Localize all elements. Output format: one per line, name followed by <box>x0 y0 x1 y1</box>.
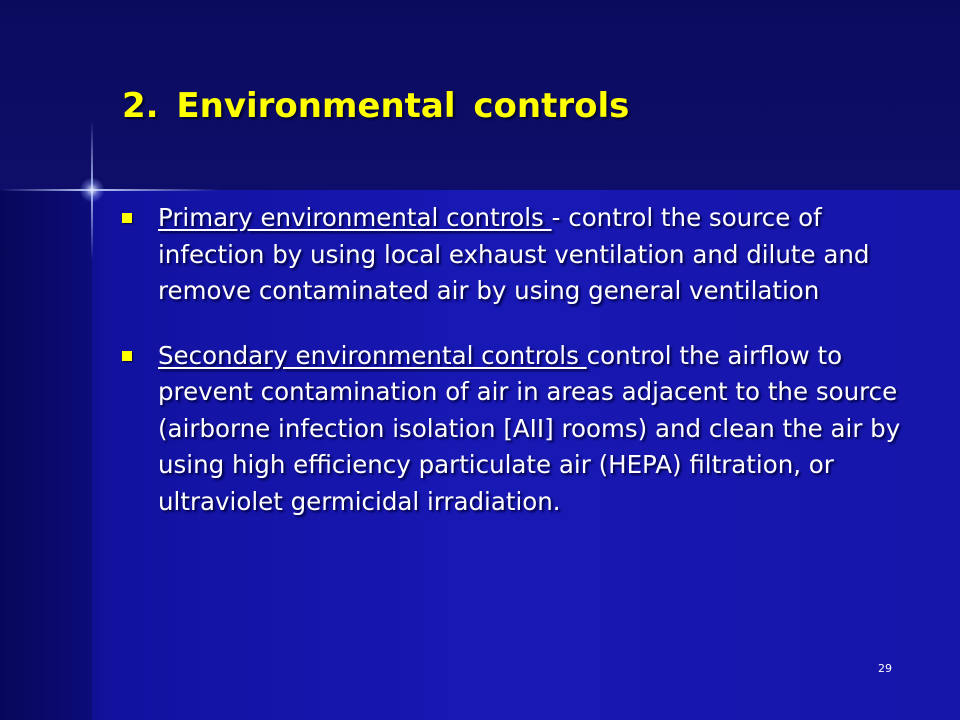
bullet-text: - control the source of infection by using local exhaust ventilation and dilute and remove contaminated air by using general ventilation <box>158 203 870 305</box>
decorative-horizontal-line <box>0 189 220 191</box>
slide-left-band <box>0 190 92 720</box>
slide-title: 2. Environmental controls <box>122 86 630 126</box>
bullet-item-secondary <box>122 338 902 521</box>
square-bullet-icon <box>122 213 132 223</box>
bullet-term: Secondary environmental controls <box>158 340 587 370</box>
bullet-text: control the airflow to prevent contamination of air in areas adjacent to the source (airborne infection isolation [AII] rooms) and clean the air by using high efficiency particulate air (HEPA) filtration, or ultraviolet germicidal irradiation. <box>158 340 901 516</box>
page-number: 29 <box>878 662 892 675</box>
bullet-item-primary <box>122 200 902 310</box>
bullet-list <box>122 200 902 548</box>
sparkle-icon <box>80 178 104 202</box>
bullet-term: Primary environmental controls <box>158 203 552 232</box>
square-bullet-icon <box>122 351 132 361</box>
